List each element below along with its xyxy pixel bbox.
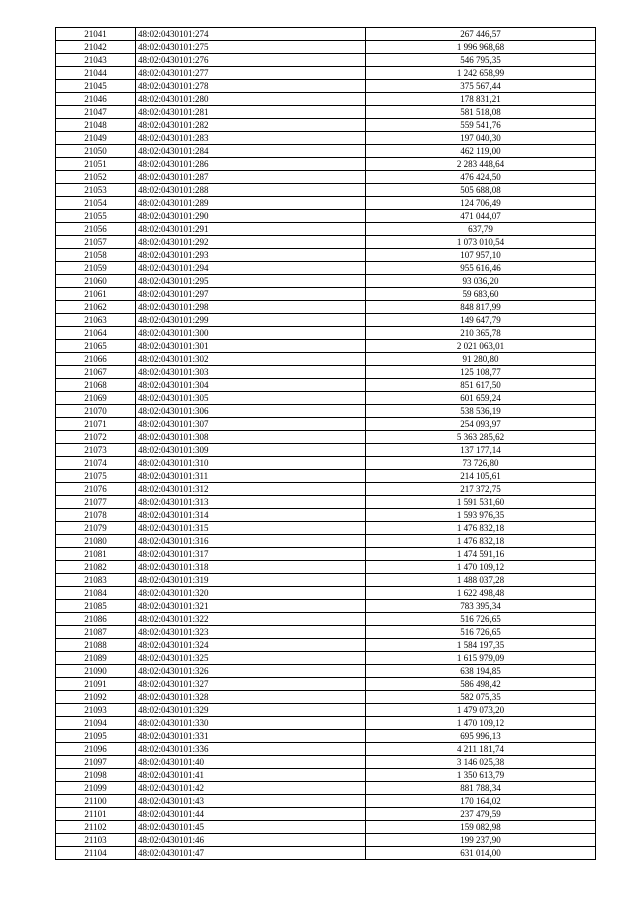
cadastral-value: 881 788,34 xyxy=(366,782,596,795)
row-number: 21100 xyxy=(56,795,136,808)
row-number: 21084 xyxy=(56,587,136,600)
cadastral-value: 848 817,99 xyxy=(366,301,596,314)
cadastral-number: 48:02:0430101:298 xyxy=(136,301,366,314)
row-number: 21056 xyxy=(56,223,136,236)
cadastral-number: 48:02:0430101:286 xyxy=(136,158,366,171)
table-row xyxy=(56,197,596,210)
cadastral-number: 48:02:0430101:325 xyxy=(136,652,366,665)
row-number: 21044 xyxy=(56,67,136,80)
cadastral-number: 48:02:0430101:303 xyxy=(136,366,366,379)
cadastral-value: 1 591 531,60 xyxy=(366,496,596,509)
cadastral-number: 48:02:0430101:316 xyxy=(136,535,366,548)
row-number: 21041 xyxy=(56,28,136,41)
cadastral-value: 1 584 197,35 xyxy=(366,639,596,652)
cadastral-value: 3 146 025,38 xyxy=(366,756,596,769)
table-row xyxy=(56,665,596,678)
row-number: 21071 xyxy=(56,418,136,431)
cadastral-value: 170 164,02 xyxy=(366,795,596,808)
row-number: 21048 xyxy=(56,119,136,132)
row-number: 21088 xyxy=(56,639,136,652)
table-row xyxy=(56,730,596,743)
table-row xyxy=(56,392,596,405)
row-number: 21050 xyxy=(56,145,136,158)
row-number: 21101 xyxy=(56,808,136,821)
cadastral-value: 476 424,50 xyxy=(366,171,596,184)
table-body xyxy=(56,28,596,860)
cadastral-number: 48:02:0430101:44 xyxy=(136,808,366,821)
row-number: 21104 xyxy=(56,847,136,860)
row-number: 21081 xyxy=(56,548,136,561)
cadastral-value: 1 615 979,09 xyxy=(366,652,596,665)
cadastral-number: 48:02:0430101:304 xyxy=(136,379,366,392)
row-number: 21042 xyxy=(56,41,136,54)
cadastral-number: 48:02:0430101:310 xyxy=(136,457,366,470)
row-number: 21076 xyxy=(56,483,136,496)
cadastral-value: 471 044,07 xyxy=(366,210,596,223)
cadastral-value: 851 617,50 xyxy=(366,379,596,392)
row-number: 21061 xyxy=(56,288,136,301)
cadastral-number: 48:02:0430101:314 xyxy=(136,509,366,522)
row-number: 21052 xyxy=(56,171,136,184)
cadastral-value: 137 177,14 xyxy=(366,444,596,457)
cadastral-value: 586 498,42 xyxy=(366,678,596,691)
table-row xyxy=(56,119,596,132)
cadastral-value: 107 957,10 xyxy=(366,249,596,262)
cadastral-value: 2 283 448,64 xyxy=(366,158,596,171)
cadastral-value-table xyxy=(55,27,596,860)
cadastral-number: 48:02:0430101:293 xyxy=(136,249,366,262)
cadastral-number: 48:02:0430101:299 xyxy=(136,314,366,327)
cadastral-number: 48:02:0430101:41 xyxy=(136,769,366,782)
cadastral-number: 48:02:0430101:315 xyxy=(136,522,366,535)
cadastral-number: 48:02:0430101:290 xyxy=(136,210,366,223)
cadastral-number: 48:02:0430101:287 xyxy=(136,171,366,184)
row-number: 21054 xyxy=(56,197,136,210)
cadastral-number: 48:02:0430101:301 xyxy=(136,340,366,353)
cadastral-value: 254 093,97 xyxy=(366,418,596,431)
cadastral-value: 516 726,65 xyxy=(366,613,596,626)
cadastral-number: 48:02:0430101:40 xyxy=(136,756,366,769)
cadastral-value: 601 659,24 xyxy=(366,392,596,405)
row-number: 21066 xyxy=(56,353,136,366)
cadastral-value: 1 470 109,12 xyxy=(366,717,596,730)
cadastral-value: 73 726,80 xyxy=(366,457,596,470)
cadastral-value: 581 518,08 xyxy=(366,106,596,119)
cadastral-value: 546 795,35 xyxy=(366,54,596,67)
table-row xyxy=(56,574,596,587)
cadastral-number: 48:02:0430101:336 xyxy=(136,743,366,756)
cadastral-number: 48:02:0430101:326 xyxy=(136,665,366,678)
cadastral-value: 159 082,98 xyxy=(366,821,596,834)
row-number: 21091 xyxy=(56,678,136,691)
cadastral-number: 48:02:0430101:331 xyxy=(136,730,366,743)
row-number: 21043 xyxy=(56,54,136,67)
cadastral-value: 5 363 285,62 xyxy=(366,431,596,444)
table-row xyxy=(56,444,596,457)
table-row xyxy=(56,405,596,418)
row-number: 21047 xyxy=(56,106,136,119)
table-row xyxy=(56,418,596,431)
table-row xyxy=(56,431,596,444)
cadastral-number: 48:02:0430101:309 xyxy=(136,444,366,457)
cadastral-number: 48:02:0430101:276 xyxy=(136,54,366,67)
cadastral-value: 91 280,80 xyxy=(366,353,596,366)
row-number: 21057 xyxy=(56,236,136,249)
cadastral-number: 48:02:0430101:323 xyxy=(136,626,366,639)
cadastral-number: 48:02:0430101:45 xyxy=(136,821,366,834)
cadastral-number: 48:02:0430101:322 xyxy=(136,613,366,626)
row-number: 21077 xyxy=(56,496,136,509)
cadastral-value: 1 476 832,18 xyxy=(366,522,596,535)
cadastral-number: 48:02:0430101:327 xyxy=(136,678,366,691)
cadastral-value: 1 479 073,20 xyxy=(366,704,596,717)
cadastral-value: 4 211 181,74 xyxy=(366,743,596,756)
row-number: 21058 xyxy=(56,249,136,262)
cadastral-number: 48:02:0430101:291 xyxy=(136,223,366,236)
row-number: 21063 xyxy=(56,314,136,327)
cadastral-value: 149 647,79 xyxy=(366,314,596,327)
row-number: 21074 xyxy=(56,457,136,470)
cadastral-value: 1 488 037,28 xyxy=(366,574,596,587)
cadastral-value: 93 036,20 xyxy=(366,275,596,288)
cadastral-number: 48:02:0430101:313 xyxy=(136,496,366,509)
table-row xyxy=(56,54,596,67)
table-row xyxy=(56,223,596,236)
cadastral-number: 48:02:0430101:42 xyxy=(136,782,366,795)
cadastral-number: 48:02:0430101:284 xyxy=(136,145,366,158)
table-row xyxy=(56,795,596,808)
row-number: 21059 xyxy=(56,262,136,275)
table-row xyxy=(56,249,596,262)
table-row xyxy=(56,678,596,691)
table-row xyxy=(56,600,596,613)
cadastral-number: 48:02:0430101:324 xyxy=(136,639,366,652)
table-row xyxy=(56,262,596,275)
cadastral-number: 48:02:0430101:277 xyxy=(136,67,366,80)
cadastral-number: 48:02:0430101:274 xyxy=(136,28,366,41)
row-number: 21094 xyxy=(56,717,136,730)
row-number: 21098 xyxy=(56,769,136,782)
row-number: 21051 xyxy=(56,158,136,171)
row-number: 21087 xyxy=(56,626,136,639)
row-number: 21082 xyxy=(56,561,136,574)
cadastral-number: 48:02:0430101:47 xyxy=(136,847,366,860)
cadastral-number: 48:02:0430101:305 xyxy=(136,392,366,405)
cadastral-value: 955 616,46 xyxy=(366,262,596,275)
cadastral-value: 462 119,00 xyxy=(366,145,596,158)
cadastral-number: 48:02:0430101:308 xyxy=(136,431,366,444)
row-number: 21060 xyxy=(56,275,136,288)
table-row xyxy=(56,548,596,561)
cadastral-value: 1 593 976,35 xyxy=(366,509,596,522)
table-row xyxy=(56,158,596,171)
cadastral-value: 1 996 968,68 xyxy=(366,41,596,54)
table-row xyxy=(56,717,596,730)
cadastral-value: 631 014,00 xyxy=(366,847,596,860)
table-row xyxy=(56,184,596,197)
table-row xyxy=(56,847,596,860)
cadastral-value: 237 479,59 xyxy=(366,808,596,821)
table-row xyxy=(56,782,596,795)
table-row xyxy=(56,301,596,314)
row-number: 21089 xyxy=(56,652,136,665)
table-row xyxy=(56,353,596,366)
cadastral-value: 267 446,57 xyxy=(366,28,596,41)
cadastral-number: 48:02:0430101:43 xyxy=(136,795,366,808)
table-row xyxy=(56,366,596,379)
cadastral-number: 48:02:0430101:278 xyxy=(136,80,366,93)
table-row xyxy=(56,340,596,353)
table-row xyxy=(56,639,596,652)
cadastral-value: 783 395,34 xyxy=(366,600,596,613)
cadastral-value: 516 726,65 xyxy=(366,626,596,639)
cadastral-value: 538 536,19 xyxy=(366,405,596,418)
table-row xyxy=(56,769,596,782)
cadastral-value: 1 622 498,48 xyxy=(366,587,596,600)
cadastral-value: 210 365,78 xyxy=(366,327,596,340)
table-row xyxy=(56,132,596,145)
cadastral-number: 48:02:0430101:320 xyxy=(136,587,366,600)
table-row xyxy=(56,691,596,704)
table-row xyxy=(56,106,596,119)
row-number: 21065 xyxy=(56,340,136,353)
cadastral-number: 48:02:0430101:307 xyxy=(136,418,366,431)
cadastral-number: 48:02:0430101:280 xyxy=(136,93,366,106)
row-number: 21092 xyxy=(56,691,136,704)
table-row xyxy=(56,561,596,574)
cadastral-value: 125 108,77 xyxy=(366,366,596,379)
cadastral-number: 48:02:0430101:294 xyxy=(136,262,366,275)
cadastral-number: 48:02:0430101:329 xyxy=(136,704,366,717)
cadastral-number: 48:02:0430101:300 xyxy=(136,327,366,340)
table-row xyxy=(56,41,596,54)
row-number: 21090 xyxy=(56,665,136,678)
cadastral-number: 48:02:0430101:319 xyxy=(136,574,366,587)
table-row xyxy=(56,821,596,834)
cadastral-value: 375 567,44 xyxy=(366,80,596,93)
row-number: 21083 xyxy=(56,574,136,587)
row-number: 21078 xyxy=(56,509,136,522)
cadastral-value: 178 831,21 xyxy=(366,93,596,106)
table-row xyxy=(56,626,596,639)
cadastral-value: 1 242 658,99 xyxy=(366,67,596,80)
table-row xyxy=(56,288,596,301)
cadastral-number: 48:02:0430101:297 xyxy=(136,288,366,301)
cadastral-value: 199 237,90 xyxy=(366,834,596,847)
cadastral-value: 1 476 832,18 xyxy=(366,535,596,548)
table-row xyxy=(56,80,596,93)
cadastral-number: 48:02:0430101:282 xyxy=(136,119,366,132)
table-row xyxy=(56,496,596,509)
table-row xyxy=(56,171,596,184)
cadastral-number: 48:02:0430101:288 xyxy=(136,184,366,197)
cadastral-number: 48:02:0430101:302 xyxy=(136,353,366,366)
row-number: 21062 xyxy=(56,301,136,314)
table-row xyxy=(56,522,596,535)
table-row xyxy=(56,145,596,158)
table-row xyxy=(56,314,596,327)
cadastral-value: 505 688,08 xyxy=(366,184,596,197)
cadastral-value: 582 075,35 xyxy=(366,691,596,704)
table-row xyxy=(56,756,596,769)
table-row xyxy=(56,652,596,665)
cadastral-value: 1 350 613,79 xyxy=(366,769,596,782)
row-number: 21086 xyxy=(56,613,136,626)
cadastral-number: 48:02:0430101:321 xyxy=(136,600,366,613)
row-number: 21069 xyxy=(56,392,136,405)
row-number: 21099 xyxy=(56,782,136,795)
cadastral-value: 559 541,76 xyxy=(366,119,596,132)
cadastral-value: 637,79 xyxy=(366,223,596,236)
row-number: 21053 xyxy=(56,184,136,197)
table-row xyxy=(56,483,596,496)
cadastral-value: 59 683,60 xyxy=(366,288,596,301)
cadastral-number: 48:02:0430101:312 xyxy=(136,483,366,496)
row-number: 21079 xyxy=(56,522,136,535)
cadastral-number: 48:02:0430101:311 xyxy=(136,470,366,483)
cadastral-value: 638 194,85 xyxy=(366,665,596,678)
row-number: 21046 xyxy=(56,93,136,106)
row-number: 21073 xyxy=(56,444,136,457)
cadastral-number: 48:02:0430101:289 xyxy=(136,197,366,210)
table-row xyxy=(56,613,596,626)
table-row xyxy=(56,28,596,41)
row-number: 21097 xyxy=(56,756,136,769)
table-row xyxy=(56,275,596,288)
row-number: 21055 xyxy=(56,210,136,223)
cadastral-number: 48:02:0430101:317 xyxy=(136,548,366,561)
table-row xyxy=(56,67,596,80)
table-row xyxy=(56,743,596,756)
row-number: 21070 xyxy=(56,405,136,418)
table-row xyxy=(56,327,596,340)
table-row xyxy=(56,834,596,847)
row-number: 21095 xyxy=(56,730,136,743)
table-row xyxy=(56,704,596,717)
table-row xyxy=(56,535,596,548)
cadastral-number: 48:02:0430101:292 xyxy=(136,236,366,249)
table-row xyxy=(56,457,596,470)
cadastral-value: 214 105,61 xyxy=(366,470,596,483)
cadastral-number: 48:02:0430101:318 xyxy=(136,561,366,574)
cadastral-number: 48:02:0430101:328 xyxy=(136,691,366,704)
cadastral-value: 217 372,75 xyxy=(366,483,596,496)
cadastral-number: 48:02:0430101:295 xyxy=(136,275,366,288)
cadastral-number: 48:02:0430101:330 xyxy=(136,717,366,730)
row-number: 21068 xyxy=(56,379,136,392)
cadastral-number: 48:02:0430101:281 xyxy=(136,106,366,119)
cadastral-number: 48:02:0430101:275 xyxy=(136,41,366,54)
table-row xyxy=(56,379,596,392)
table-row xyxy=(56,93,596,106)
table-row xyxy=(56,587,596,600)
row-number: 21067 xyxy=(56,366,136,379)
row-number: 21045 xyxy=(56,80,136,93)
row-number: 21075 xyxy=(56,470,136,483)
row-number: 21103 xyxy=(56,834,136,847)
cadastral-number: 48:02:0430101:306 xyxy=(136,405,366,418)
row-number: 21096 xyxy=(56,743,136,756)
cadastral-value: 197 040,30 xyxy=(366,132,596,145)
row-number: 21049 xyxy=(56,132,136,145)
row-number: 21093 xyxy=(56,704,136,717)
row-number: 21085 xyxy=(56,600,136,613)
cadastral-value: 1 474 591,16 xyxy=(366,548,596,561)
table-row xyxy=(56,236,596,249)
row-number: 21072 xyxy=(56,431,136,444)
row-number: 21080 xyxy=(56,535,136,548)
row-number: 21064 xyxy=(56,327,136,340)
cadastral-value: 124 706,49 xyxy=(366,197,596,210)
table-row xyxy=(56,470,596,483)
cadastral-value: 1 073 010,54 xyxy=(366,236,596,249)
row-number: 21102 xyxy=(56,821,136,834)
cadastral-value: 1 470 109,12 xyxy=(366,561,596,574)
cadastral-value: 2 021 063,01 xyxy=(366,340,596,353)
table-row xyxy=(56,210,596,223)
table-row xyxy=(56,808,596,821)
table-row xyxy=(56,509,596,522)
cadastral-number: 48:02:0430101:46 xyxy=(136,834,366,847)
cadastral-number: 48:02:0430101:283 xyxy=(136,132,366,145)
cadastral-value: 695 996,13 xyxy=(366,730,596,743)
